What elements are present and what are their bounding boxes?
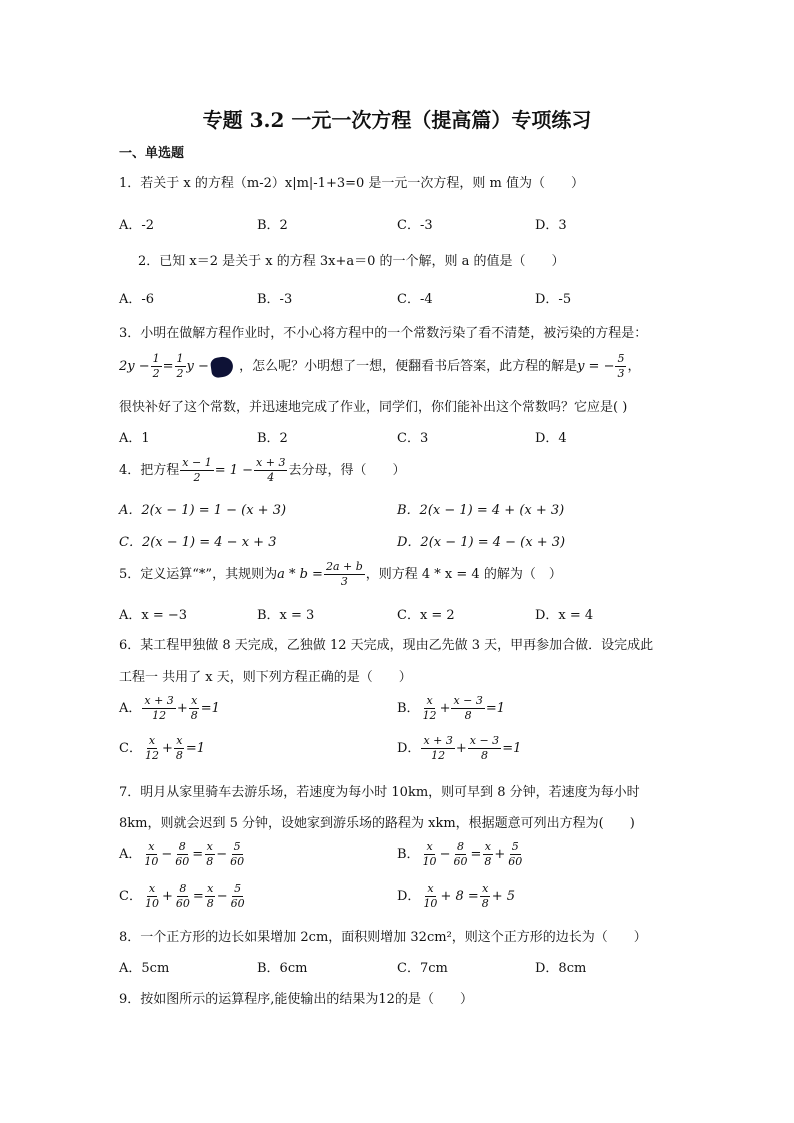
q3-option-a: A．1 xyxy=(119,431,150,446)
q8-option-c: C．7cm xyxy=(397,961,448,976)
question-4: 4．把方程 $\frac{x - 1}{2}$ = 1 − $\frac{x + 3}{4}$ 去分母，得（ ） xyxy=(119,456,406,484)
question-6-line-2: 工程一 共用了 x 天，则下列方程正确的是（ ） xyxy=(119,670,412,685)
question-7-line-1: 7．明月从家里骑车去游乐场，若速度为每小时 10km，则可早到 8 分钟，若速度为每小时 xyxy=(119,785,640,800)
q3-equation: 2y − $\frac{1}{2}$ = $\frac{1}{2}$ y − xyxy=(119,352,209,380)
q1-option-c: C．-3 xyxy=(397,218,433,233)
q5-option-b: B．x = 3 xyxy=(257,608,315,623)
question-8: 8．一个正方形的边长如果增加 2cm，面积则增加 32cm²，则这个正方形的边长为（ ） xyxy=(119,930,647,945)
q2-option-d: D．-5 xyxy=(535,292,572,307)
q7-option-d: D． $\frac{x}{10}$ + 8 = $\frac{x}{8}$ + 5 xyxy=(397,882,516,910)
q1-option-d: D．3 xyxy=(535,218,567,233)
q7-option-a: A． $\frac{x}{10}$ − $\frac{8}{60}$ = $\frac{x}{8}$ − $\frac{5}{60}$ xyxy=(119,840,245,868)
q3-option-b: B．2 xyxy=(257,431,288,446)
question-5: 5．定义运算“*”，其规则为a * b = $\frac{2a + b}{3}$ ，则方程 4 * x = 4 的解为（ ） xyxy=(119,560,562,588)
q6-option-b: B． $\frac{x}{12}$ + $\frac{x - 3}{8}$ =1 xyxy=(397,694,506,722)
q8-option-d: D．8cm xyxy=(535,961,587,976)
q6-option-a: A． $\frac{x + 3}{12}$ + $\frac{x}{8}$ =1 xyxy=(119,694,220,722)
ink-stain xyxy=(210,355,235,378)
q5-option-d: D．x = 4 xyxy=(535,608,594,623)
q8-option-a: A．5cm xyxy=(119,961,170,976)
q6-option-d: D． $\frac{x + 3}{12}$ + $\frac{x - 3}{8}$ =1 xyxy=(397,734,522,762)
question-3-line-3: 很快补好了这个常数，并迅速地完成了作业，同学们，你们能补出这个常数吗？它应是( ) xyxy=(119,400,628,415)
q5-rule: a * b = $\frac{2a + b}{3}$ xyxy=(277,560,363,588)
q1-option-b: B．2 xyxy=(257,218,288,233)
q2-option-b: B．-3 xyxy=(257,292,293,307)
question-3-line-2: 2y − $\frac{1}{2}$ = $\frac{1}{2}$ y − ，怎么呢？小明想了一想，便翻看书后答案，此方程的解是y = − $\frac{5}{3}$ ， xyxy=(119,352,641,380)
question-9: 9．按如图所示的运算程序,能使输出的结果为12的是（ ） xyxy=(119,992,473,1007)
q4-option-d: D．2(x − 1) = 4 − (x + 3) xyxy=(397,535,566,550)
q8-option-b: B．6cm xyxy=(257,961,308,976)
question-3-line-1: 3．小明在做解方程作业时，不小心将方程中的一个常数污染了看不清楚，被污染的方程是： xyxy=(119,326,648,341)
q3-option-d: D．4 xyxy=(535,431,567,446)
q5-option-c: C．x = 2 xyxy=(397,608,455,623)
q1-option-a: A．-2 xyxy=(119,218,155,233)
q2-option-a: A．-6 xyxy=(119,292,155,307)
page-title: 专题 3.2 一元一次方程（提高篇）专项练习 xyxy=(202,108,592,132)
question-2: 2．已知 x＝2 是关于 x 的方程 3x+a＝0 的一个解，则 a 的值是（ ） xyxy=(138,254,565,269)
q7-option-c: C． $\frac{x}{10}$ + $\frac{8}{60}$ = $\frac{x}{8}$ − $\frac{5}{60}$ xyxy=(119,882,245,910)
q4-equation: $\frac{x - 1}{2}$ = 1 − $\frac{x + 3}{4}$ xyxy=(182,456,286,484)
section-heading: 一、单选题 xyxy=(119,146,185,161)
q5-option-a: A．x = −3 xyxy=(119,608,188,623)
q4-option-c: C．2(x − 1) = 4 − x + 3 xyxy=(119,535,277,550)
question-6-line-1: 6．某工程甲独做 8 天完成，乙独做 12 天完成，现由乙先做 3 天，甲再参加合做．设完成此 xyxy=(119,638,654,653)
question-7-line-2: 8km，则就会迟到 5 分钟，设她家到游乐场的路程为 xkm，根据题意可列出方程为( ) xyxy=(119,816,635,831)
q2-option-c: C．-4 xyxy=(397,292,433,307)
q7-option-b: B． $\frac{x}{10}$ − $\frac{8}{60}$ = $\frac{x}{8}$ + $\frac{5}{60}$ xyxy=(397,840,523,868)
q6-option-c: C． $\frac{x}{12}$ + $\frac{x}{8}$ =1 xyxy=(119,734,206,762)
q4-option-b: B．2(x − 1) = 4 + (x + 3) xyxy=(397,503,565,518)
question-1: 1．若关于 x 的方程（m-2）x|m|-1+3=0 是一元一次方程，则 m 值为（ ） xyxy=(119,176,584,191)
q3-solution: y = − $\frac{5}{3}$ xyxy=(577,352,625,380)
q4-option-a: A．2(x − 1) = 1 − (x + 3) xyxy=(119,503,287,518)
q3-option-c: C．3 xyxy=(397,431,429,446)
